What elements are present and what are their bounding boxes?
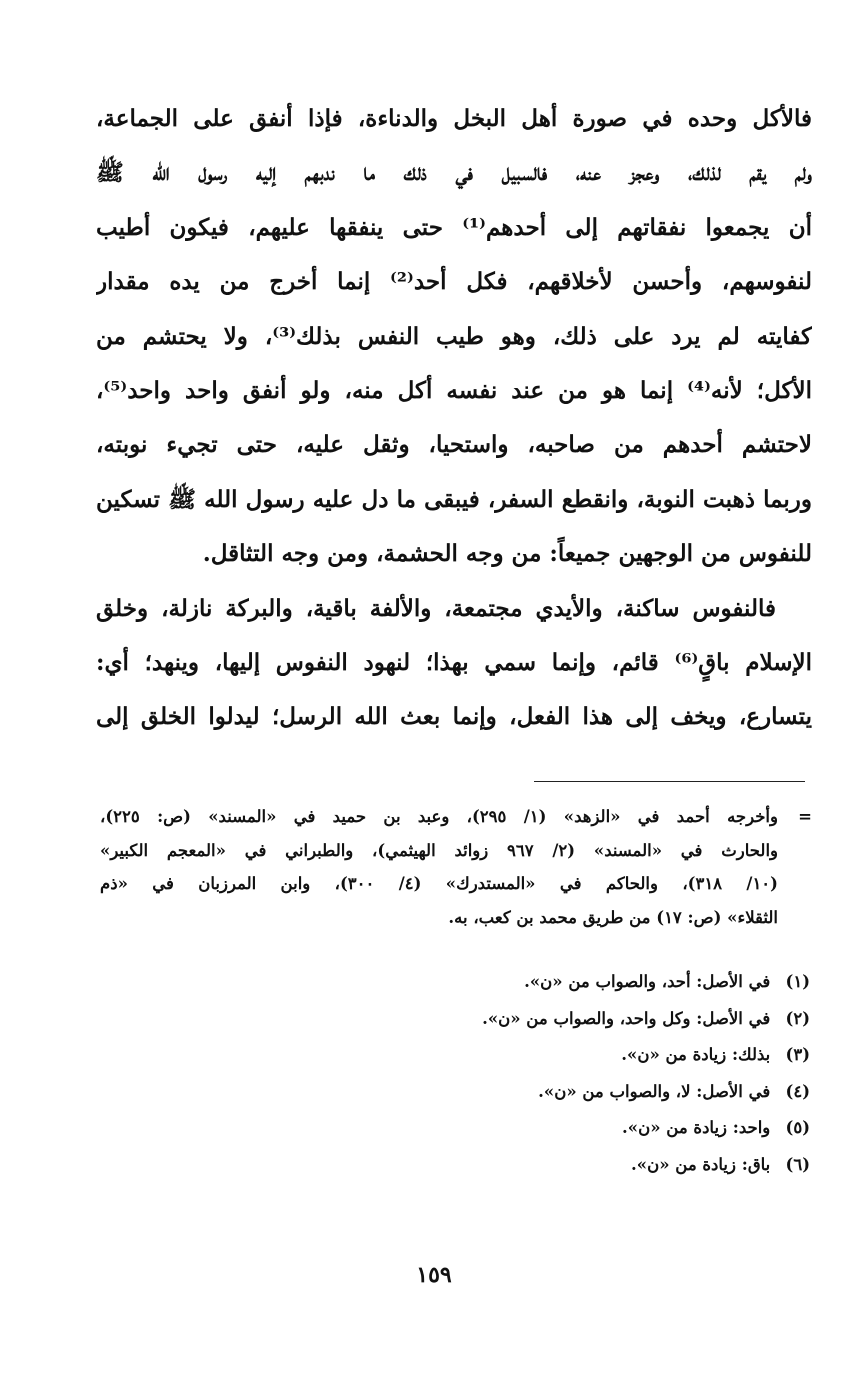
footnote-separator-rule	[534, 781, 805, 782]
footnote-number: (٥)	[785, 1118, 810, 1137]
footnote-number: (٣)	[785, 1045, 810, 1064]
footnote-continuation-text: وأخرجه أحمد في «الزهد» (١/ ٢٩٥)، وعبد بن حميد في «المسند» (ص: ٢٢٥)،	[100, 807, 778, 826]
footnote-text: بذلك: زيادة من «ن».	[621, 1045, 771, 1064]
text-line: لاحتشم أحدهم من صاحبه، واستحيا، وثقل عليه، حتى تجيء نوبته،	[96, 431, 812, 459]
paragraph-start-line: فالنفوس ساكنة، والأيدي مجتمعة، والألفة باقية، والبركة نازلة، وخلق	[96, 594, 776, 622]
footnote-number: (٦)	[785, 1154, 810, 1174]
footnote-item	[200, 1037, 810, 1074]
footnote-continuation-line: والحارث في «المسند» (٢/ ٩٦٧ زوائد الهيثمي)، والطبراني في «المعجم الكبير»	[100, 840, 778, 860]
footnote-text: في الأصل: أحد، والصواب من «ن».	[524, 972, 771, 991]
footnote-item	[200, 1110, 810, 1147]
footnote-continuation-line	[100, 800, 812, 834]
footnote-text: في الأصل: لا، والصواب من «ن».	[538, 1081, 771, 1101]
footnote-item	[200, 1074, 810, 1111]
main-text-block	[96, 92, 812, 745]
footnote-item	[200, 964, 810, 1001]
text-line: وربما ذهبت النوبة، وانقطع السفر، فيبقى ما دل عليه رسول الله ﷺ تسكين	[96, 485, 812, 513]
footnote-item	[200, 1001, 810, 1038]
footnote-number: (٤)	[785, 1081, 810, 1101]
footnote-text: باق: زيادة من «ن».	[631, 1154, 771, 1174]
text-line: أن يجمعوا نفقاتهم إلى أحدهم⁽¹⁾ حتى ينفقها عليهم، فيكون أطيب	[96, 213, 812, 241]
text-line: ولم يقم لذلك، وعجز عنه، فالسبيل في ذلك ما ندبهم إليه رسول الله ﷺ	[96, 159, 812, 187]
text-line: فالأكل وحده في صورة أهل البخل والدناءة، فإذا أنفق على الجماعة،	[96, 105, 812, 132]
text-line: لنفوسهم، وأحسن لأخلاقهم، فكل أحد⁽²⁾ إنما أخرج من يده مقدار	[96, 268, 812, 296]
footnote-number: (١)	[785, 972, 810, 991]
page-number: ١٥٩	[416, 1262, 452, 1288]
footnote-continuation-line: (١٠/ ٣١٨)، والحاكم في «المستدرك» (٤/ ٣٠٠)، وابن المرزبان في «ذم	[100, 874, 778, 893]
footnotes-list	[200, 964, 810, 1183]
text-line: كفايته لم يرد على ذلك، وهو طيب النفس بذلك⁽³⁾، ولا يحتشم من	[96, 322, 812, 350]
footnote-continuation-line: الثقلاء» (ص: ١٧) من طريق محمد بن كعب، به.	[448, 907, 778, 927]
text-line: يتسارع، ويخف إلى هذا الفعل، وإنما بعث الله الرسل؛ ليدلوا الخلق إلى	[96, 703, 812, 731]
footnote-text: واحد: زيادة من «ن».	[622, 1118, 771, 1137]
footnote-text: في الأصل: وكل واحد، والصواب من «ن».	[482, 1008, 771, 1028]
text-line: الأكل؛ لأنه⁽⁴⁾ إنما هو من عند نفسه أكل منه، ولو أنفق واحد واحد⁽⁵⁾،	[96, 376, 812, 404]
text-line: للنفوس من الوجهين جميعاً: من وجه الحشمة، ومن وجه التثاقل.	[202, 540, 812, 568]
text-line: الإسلام باقٍ⁽⁶⁾ قائم، وإنما سمي بهذا؛ لنهود النفوس إليها، وينهد؛ أي:	[96, 648, 812, 676]
footnote-item	[200, 1147, 810, 1184]
continuation-marker: =	[798, 807, 812, 826]
footnote-continuation	[100, 800, 812, 934]
footnote-number: (٢)	[785, 1008, 810, 1028]
